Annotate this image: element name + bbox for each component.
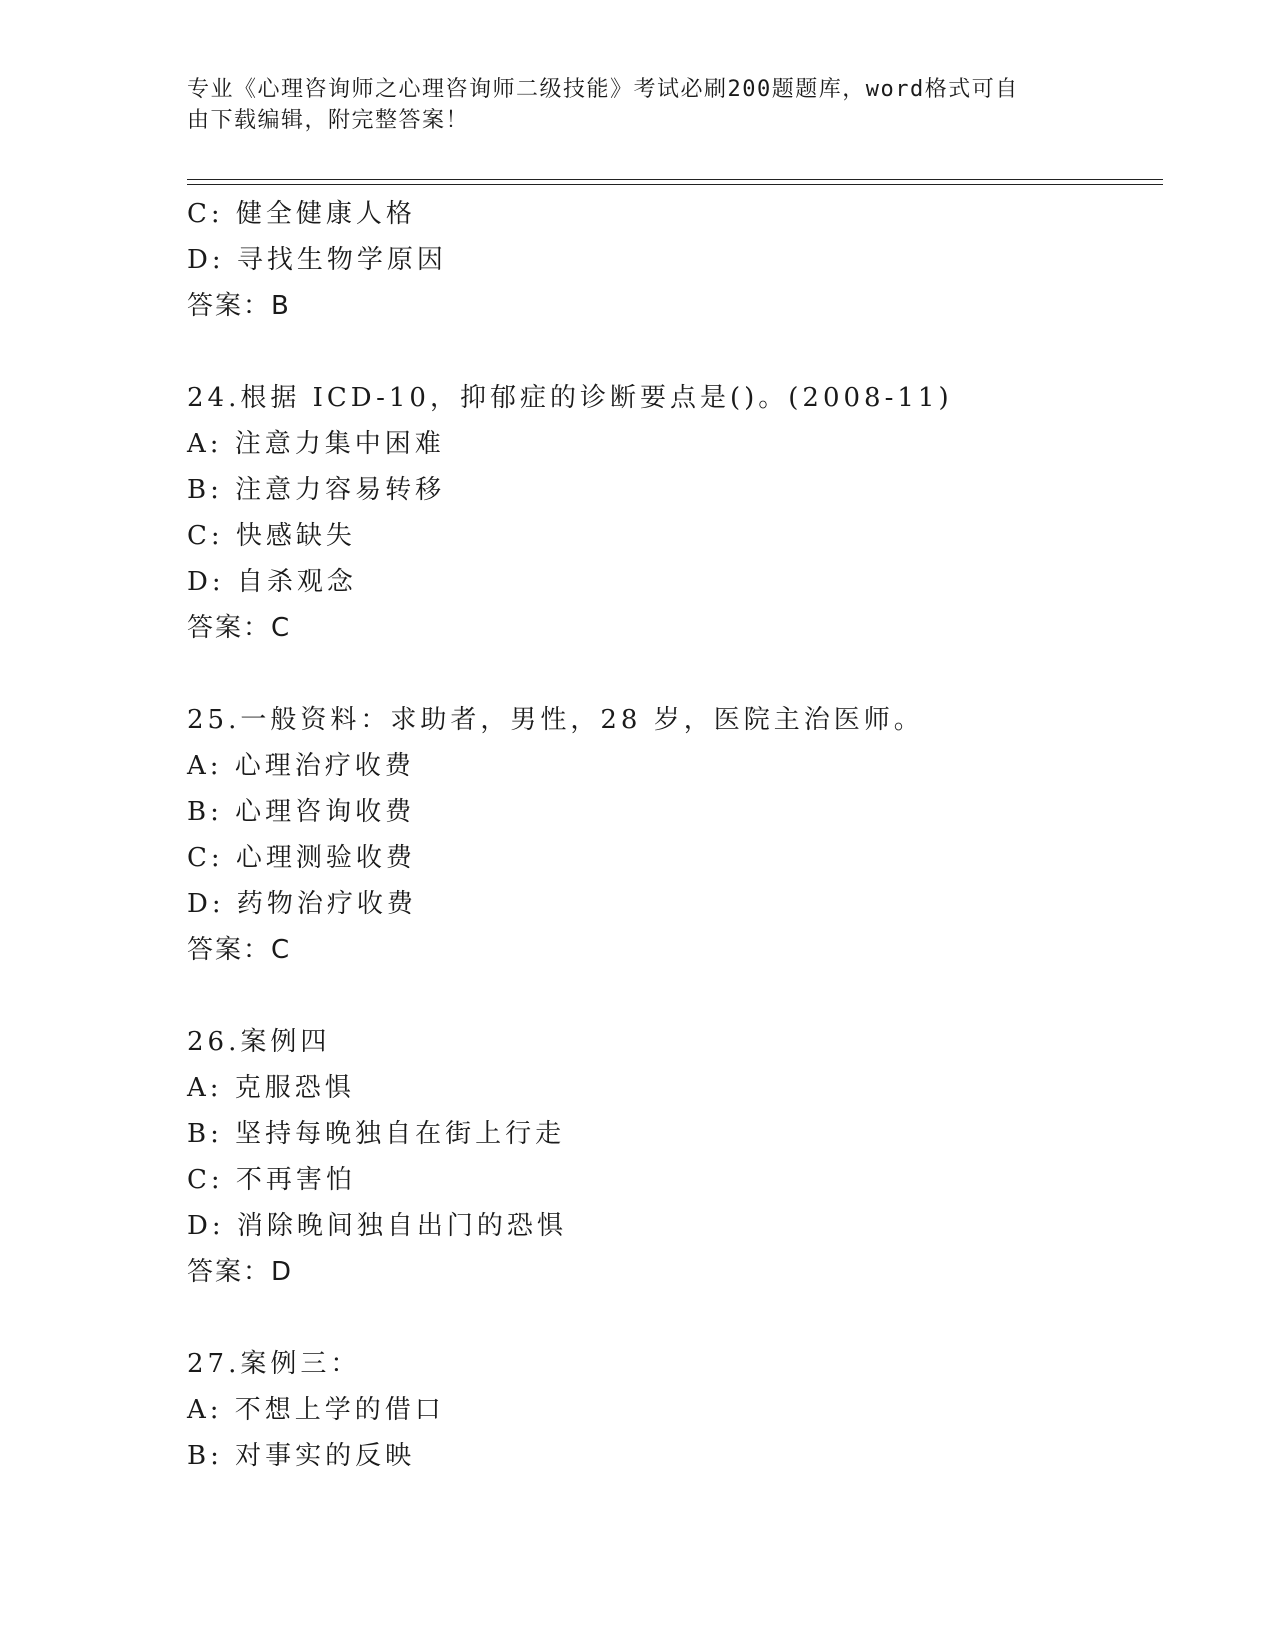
option-c: C: 心理测验收费	[187, 843, 416, 873]
header-divider-bottom	[187, 184, 1163, 185]
header-divider-top	[187, 179, 1163, 180]
option-b: B: 坚持每晚独自在街上行走	[187, 1119, 566, 1149]
option-d: D: 自杀观念	[187, 567, 357, 597]
question-stem: 27.案例三：	[187, 1349, 361, 1379]
answer-label: 答案：C	[187, 935, 292, 965]
option-b: B: 对事实的反映	[187, 1441, 416, 1471]
option-b: B: 注意力容易转移	[187, 475, 446, 505]
option-a: A: 不想上学的借口	[187, 1395, 445, 1425]
question-list	[187, 191, 1163, 1479]
header-title-line-2: 由下载编辑，附完整答案！	[187, 108, 470, 133]
option-c: C: 健全健康人格	[187, 199, 416, 229]
header-title-line-1: 专业《心理咨询师之心理咨询师二级技能》考试必刷200题题库，word格式可自	[187, 77, 1019, 102]
spacer	[187, 1295, 1163, 1341]
option-c: C: 不再害怕	[187, 1165, 356, 1195]
question-stem: 24.根据 ICD-10，抑郁症的诊断要点是()。(2008-11)	[187, 383, 953, 413]
spacer	[187, 651, 1163, 697]
option-d: D: 药物治疗收费	[187, 889, 417, 919]
option-a: A: 克服恐惧	[187, 1073, 355, 1103]
option-a: A: 注意力集中困难	[187, 429, 445, 459]
answer-label: 答案：B	[187, 291, 291, 321]
spacer	[187, 973, 1163, 1019]
answer-label: 答案：C	[187, 613, 292, 643]
question-stem: 26.案例四	[187, 1027, 331, 1057]
option-a: A: 心理治疗收费	[187, 751, 415, 781]
question-stem: 25.一般资料：求助者，男性，28 岁，医院主治医师。	[187, 705, 924, 735]
spacer	[187, 329, 1163, 375]
answer-label: 答案：D	[187, 1257, 294, 1287]
option-b: B: 心理咨询收费	[187, 797, 416, 827]
document-header	[187, 74, 1067, 136]
option-d: D: 寻找生物学原因	[187, 245, 447, 275]
option-d: D: 消除晚间独自出门的恐惧	[187, 1211, 567, 1241]
option-c: C: 快感缺失	[187, 521, 356, 551]
